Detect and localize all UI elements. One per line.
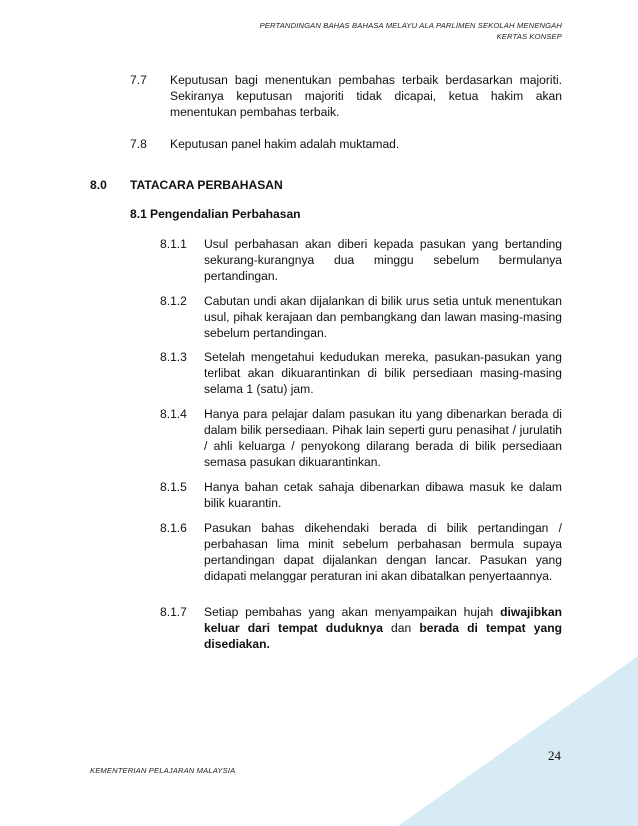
item-text: Keputusan bagi menentukan pembahas terbaik berdasarkan majoriti. Sekiranya keputusan majoriti tidak dicapai, ketua hakim akan menentukan pembahas terbaik. (170, 73, 562, 119)
item-number: 7.7 (130, 73, 147, 87)
subitem-text (204, 604, 562, 652)
subitem-text: Cabutan undi akan dijalankan di bilik urus setia untuk menentukan usul, pihak kerajaan dan pembangkang dan lawan masing-masing sebelum pertandingan. (204, 294, 562, 340)
subitem-8-1-1 (160, 236, 562, 284)
subitem-number: 8.1.7 (160, 605, 187, 619)
page-footer: KEMENTERIAN PELAJARAN MALAYSIA (90, 766, 236, 775)
page-number: 24 (548, 748, 561, 763)
item-7-8 (130, 136, 562, 152)
corner-decoration (398, 656, 638, 826)
subitem-number: 8.1.3 (160, 350, 187, 364)
subitem-8-1-3 (160, 349, 562, 397)
page-header (102, 20, 562, 42)
section-heading (90, 177, 562, 193)
subitem-text: Usul perbahasan akan diberi kepada pasukan yang bertanding sekurang-kurangnya dua minggu sebelum bermulanya pertandingan. (204, 237, 562, 283)
item-text: Keputusan panel hakim adalah muktamad. (170, 137, 400, 151)
header-subtitle: KERTAS KONSEP (496, 32, 562, 41)
subitem-text-part: Setiap pembahas yang akan menyampaikan hujah (204, 605, 501, 619)
item-7-7 (130, 72, 562, 120)
subitem-8-1-5 (160, 479, 562, 511)
subitem-8-1-7 (160, 604, 562, 652)
subitem-number: 8.1.5 (160, 480, 187, 494)
subitem-text: Hanya para pelajar dalam pasukan itu yang dibenarkan berada di dalam bilik persediaan. Pihak lain seperti guru penasihat / jurulatih / ahli keluarga / penyokong dilarang berada di bilik persediaan semasa pasukan dikuarantinkan. (204, 407, 562, 469)
subitem-number: 8.1.1 (160, 237, 187, 251)
subitem-number: 8.1.6 (160, 521, 187, 535)
subsection-heading (130, 206, 562, 222)
subitem-8-1-6 (160, 520, 562, 584)
section-number: 8.0 (90, 178, 107, 192)
subitem-8-1-2 (160, 293, 562, 341)
subitem-text: Hanya bahan cetak sahaja dibenarkan dibawa masuk ke dalam bilik kuarantin. (204, 480, 562, 510)
subitem-number: 8.1.2 (160, 294, 187, 308)
subitem-8-1-4 (160, 406, 562, 470)
subitem-number: 8.1.4 (160, 407, 187, 421)
subitem-text: Setelah mengetahui kedudukan mereka, pasukan-pasukan yang terlibat akan dikuarantinkan di bilik persediaan masing-masing selama 1 (satu) jam. (204, 350, 562, 396)
section-title: TATACARA PERBAHASAN (130, 178, 283, 192)
subitem-text-part: dan (382, 621, 420, 635)
subitem-text-emphasis: berada di tempat yang disediakan. (204, 621, 562, 651)
subsection-number: 8.1 (130, 207, 147, 221)
item-number: 7.8 (130, 137, 147, 151)
subsection-title: Pengendalian Perbahasan (150, 207, 301, 221)
header-title: PERTANDINGAN BAHAS BAHASA MELAYU ALA PARLIMEN SEKOLAH MENENGAH (259, 21, 562, 30)
subitem-text-emphasis: diwajibkan keluar dari tempat duduknya (204, 605, 562, 635)
subitem-text: Pasukan bahas dikehendaki berada di bilik pertandingan / perbahasan lima minit sebelum perbahasan bermula supaya pertandingan dapat dijalankan dengan lancar. Pasukan yang didapati melanggar peraturan ini akan dibatalkan penyertaannya. (204, 521, 562, 583)
